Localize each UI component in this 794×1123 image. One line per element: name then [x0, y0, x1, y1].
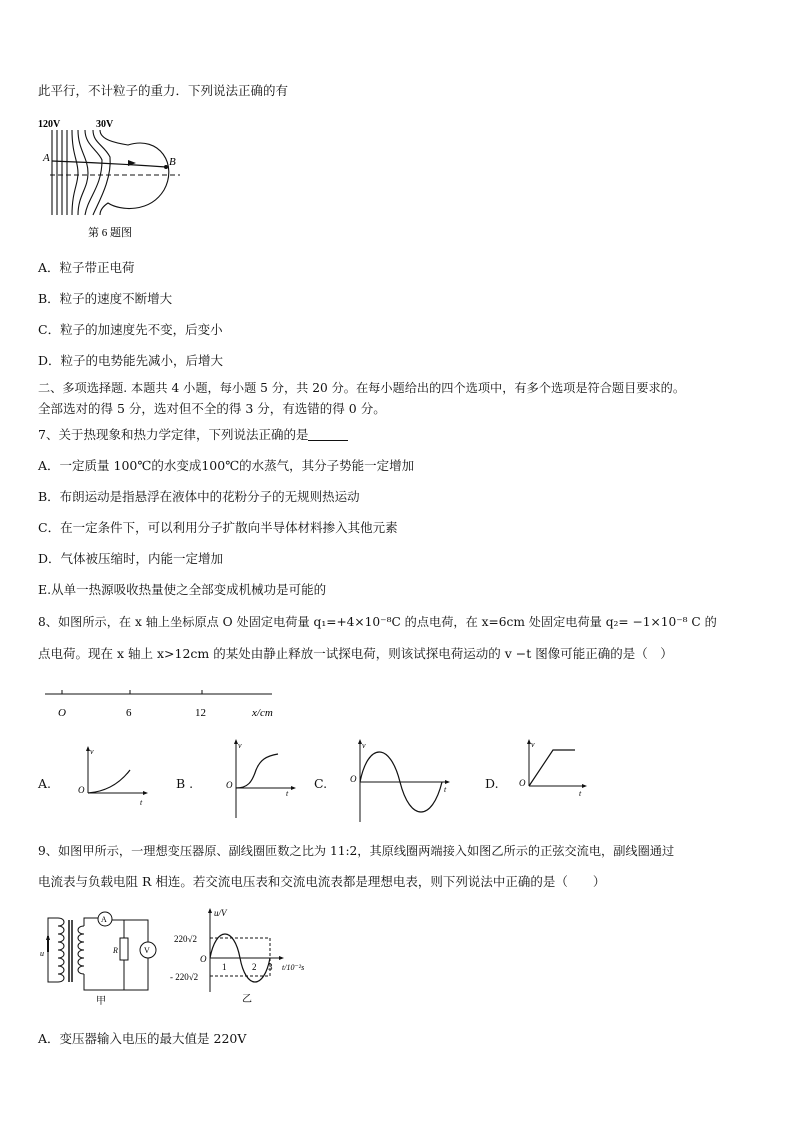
- q7-answer-blank: [308, 428, 348, 441]
- q9-label-pos: 220√2: [174, 934, 197, 944]
- q9-label-yi: 乙: [242, 994, 252, 1005]
- intro-text: 此平行，不计粒子的重力．下列说法正确的有: [38, 83, 289, 98]
- q6-label-120v: 120V: [38, 119, 61, 130]
- q8-choice-c-label: C.: [314, 776, 328, 791]
- q8-graph-a-t: t: [140, 798, 143, 807]
- q8-choice-d-label: D.: [485, 776, 499, 791]
- q6-option-d: D．粒子的电势能先减小，后增大: [38, 353, 224, 368]
- q9-line2: 电流表与负载电阻 R 相连。若交流电压表和交流电流表都是理想电表，则下列说法中正确的是（ ）: [38, 874, 606, 889]
- q8-graph-b-t: t: [286, 789, 289, 798]
- q8-axis-unit: x/cm: [252, 707, 273, 719]
- q9-waveform-figure: [170, 906, 320, 1006]
- q8-axis-12: 12: [195, 707, 206, 719]
- q9-option-a: A．变压器输入电压的最大值是 220V: [38, 1031, 247, 1046]
- q9-label-u: u: [40, 949, 44, 958]
- q8-graph-d-o: O: [519, 778, 526, 788]
- q9-tick-3: 3: [268, 962, 273, 972]
- q9-label-neg: - 220√2: [170, 972, 199, 982]
- q8-graph-c: [348, 738, 458, 828]
- q7-stem: [38, 426, 348, 444]
- q9-label-origin: O: [200, 954, 207, 964]
- q7-stem-text: 7、关于热现象和热力学定律，下列说法正确的是: [38, 427, 309, 442]
- q8-graph-d-v: v: [531, 740, 535, 749]
- q9-label-ammeter: A: [101, 915, 107, 924]
- q6-option-c: C．粒子的加速度先不变，后变小: [38, 322, 223, 337]
- q9-label-r: R: [113, 946, 118, 955]
- section2-line1: 二、多项选择题. 本题共 4 小题，每小题 5 分，共 20 分。在每小题给出的四个选项中，有多个选项是符合题目要求的。: [38, 381, 686, 395]
- q8-graph-a: [74, 745, 154, 807]
- q7-option-b: B．布朗运动是指悬浮在液体中的花粉分子的无规则热运动: [38, 489, 360, 504]
- q8-axis-origin: O: [58, 707, 66, 719]
- q9-tick-2: 2: [252, 962, 257, 972]
- q6-label-30v: 30V: [96, 119, 114, 130]
- q8-axis-6: 6: [126, 707, 132, 719]
- q9-label-voltmeter: V: [144, 946, 150, 955]
- q6-point-a: A: [43, 152, 50, 164]
- q9-line1: 9、如图甲所示，一理想变压器原、副线圈匝数之比为 11:2，其原线圈两端接入如图乙所示的正弦交流电，副线圈通过: [38, 844, 675, 858]
- q7-option-d: D．气体被压缩时，内能一定增加: [38, 551, 224, 566]
- q8-x-axis-figure: [40, 682, 290, 722]
- q8-graph-d-t: t: [579, 789, 582, 798]
- q8-choice-a-label: A.: [38, 776, 52, 791]
- q8-graph-b-curve: [236, 754, 278, 788]
- q7-option-a: A．一定质量 100℃的水变成100℃的水蒸气，其分子势能一定增加: [38, 458, 415, 473]
- q8-graph-a-o: O: [78, 785, 85, 795]
- q7-option-e: E.从单一热源吸收热量使之全部变成机械功是可能的: [38, 582, 327, 597]
- q9-circuit-figure: [40, 906, 175, 1006]
- q8-graph-d: [515, 738, 595, 800]
- q6-option-b: B．粒子的速度不断增大: [38, 291, 173, 306]
- q8-graph-b-v: v: [238, 741, 242, 750]
- q6-field-figure: [38, 115, 198, 245]
- q6-caption: 第 6 题图: [88, 227, 132, 239]
- q8-graph-b-o: O: [226, 780, 233, 790]
- q9-label-jia: 甲: [96, 996, 106, 1006]
- q9-label-uv: u/V: [214, 908, 227, 918]
- q8-graph-d-curve: [529, 750, 575, 786]
- q8-line2: 点电荷。现在 x 轴上 x>12cm 的某处由静止释放一试探电荷，则该试探电荷运动的 v −t 图像可能正确的是（ ）: [38, 646, 673, 661]
- q8-choice-b-label: B .: [176, 776, 194, 791]
- q6-trajectory: [52, 161, 166, 167]
- q8-line1: 8、如图所示，在 x 轴上坐标原点 O 处固定电荷量 q₁=+4×10⁻⁸C 的点电荷，在 x=6cm 处固定电荷量 q₂= −1×10⁻⁸ C 的: [38, 615, 717, 629]
- section2-line2: 全部选对的得 5 分，选对但不全的得 3 分，有选错的得 0 分。: [38, 401, 386, 416]
- q6-point-b: B: [169, 156, 176, 168]
- q8-graph-c-t: t: [444, 785, 447, 794]
- q6-equipotential-lines: [52, 130, 169, 215]
- q8-graph-a-v: v: [90, 747, 94, 756]
- q6-option-a: A．粒子带正电荷: [38, 260, 135, 275]
- q9-tick-1: 1: [222, 962, 227, 972]
- q9-label-t: t/10⁻²s: [282, 963, 305, 972]
- q7-option-c: C．在一定条件下，可以利用分子扩散向半导体材料掺入其他元素: [38, 520, 398, 535]
- q8-graph-c-v: v: [362, 741, 366, 750]
- q8-graph-c-o: O: [350, 774, 357, 784]
- q8-graph-a-curve: [88, 770, 130, 793]
- q8-graph-b: [222, 738, 302, 824]
